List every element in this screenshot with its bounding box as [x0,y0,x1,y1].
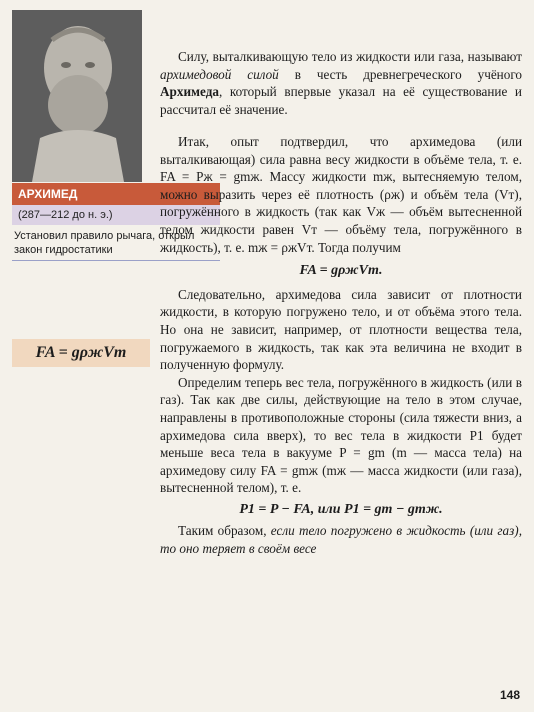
archimedes-portrait [12,10,142,182]
paragraph-4: Определим теперь вес тела, погружённого в жидкость (или в газ). Так как две силы, действующие на тело в этом случае, направлены в противоположные стороны (сила тяжести вниз, а архимедова сила вверх), то вес тела в жидкости P1 будет меньше веса тела в вакууме P = gm (m — масса тела) на архимедову силу FA = gmж (mж — масса жидкости (или газа), вытесненной телом), т. е. [160,374,522,496]
conclusion-italic: если тело погружено в жидкость (или газ), то оно теряет в своём весе [160,523,522,557]
intro-text-b: в честь древнегреческого учёного [278,66,523,82]
page-number: 148 [499,688,520,702]
paragraph-5 [160,522,522,557]
intro-bold-name: Архимеда [160,84,219,100]
body-column [160,133,522,558]
scientist-dates: (287—212 до н. э.) [12,205,220,225]
conclusion-text: Таким образом, [178,523,271,539]
paragraph-3: Следовательно, архимедова сила зависит от плотности жидкости, в которую погружено тело, и от объёма этого тела. Но она не зависит, например, от плотности вещества тела, погружаемого в жидкость, так как эта величина не входит в полученную формулу. [160,286,522,373]
intro-paragraph [160,48,522,118]
intro-italic-term: архимедовой силой [160,66,279,82]
intro-text-c: , который впервые указал на её существование и рассчитал её значение. [160,84,522,117]
bust-image [12,10,142,182]
paragraph-2: Итак, опыт подтвердил, что архимедова (или выталкивающая) сила равна весу жидкости в объёме тела, т. е. FA = Pж = gmж. Массу жидкости mж, вытесняемую телом, можно выразить через её плотность (ρж) и объём тела (Vт), погружённого в жидкость (так как Vж — объём вытесненной телом жидкости равен Vт — объёму тела, погружённого в жидкость), т. е. mж = ρжVт. Тогда получим [160,134,522,255]
main-formula: FA = gρжVт. [299,263,383,279]
sidebar-formula: FA = gρжVт [12,339,150,367]
weight-formula: P1 = P − FA, или P1 = gm − gmж. [239,501,443,517]
intro-text-a: Силу, выталкивающую тело из жидкости или газа, называют [178,49,522,64]
scientist-bio: Установил правило рычага, открыл закон гидростатики [12,225,220,261]
scientist-name: АРХИМЕД [12,183,220,205]
